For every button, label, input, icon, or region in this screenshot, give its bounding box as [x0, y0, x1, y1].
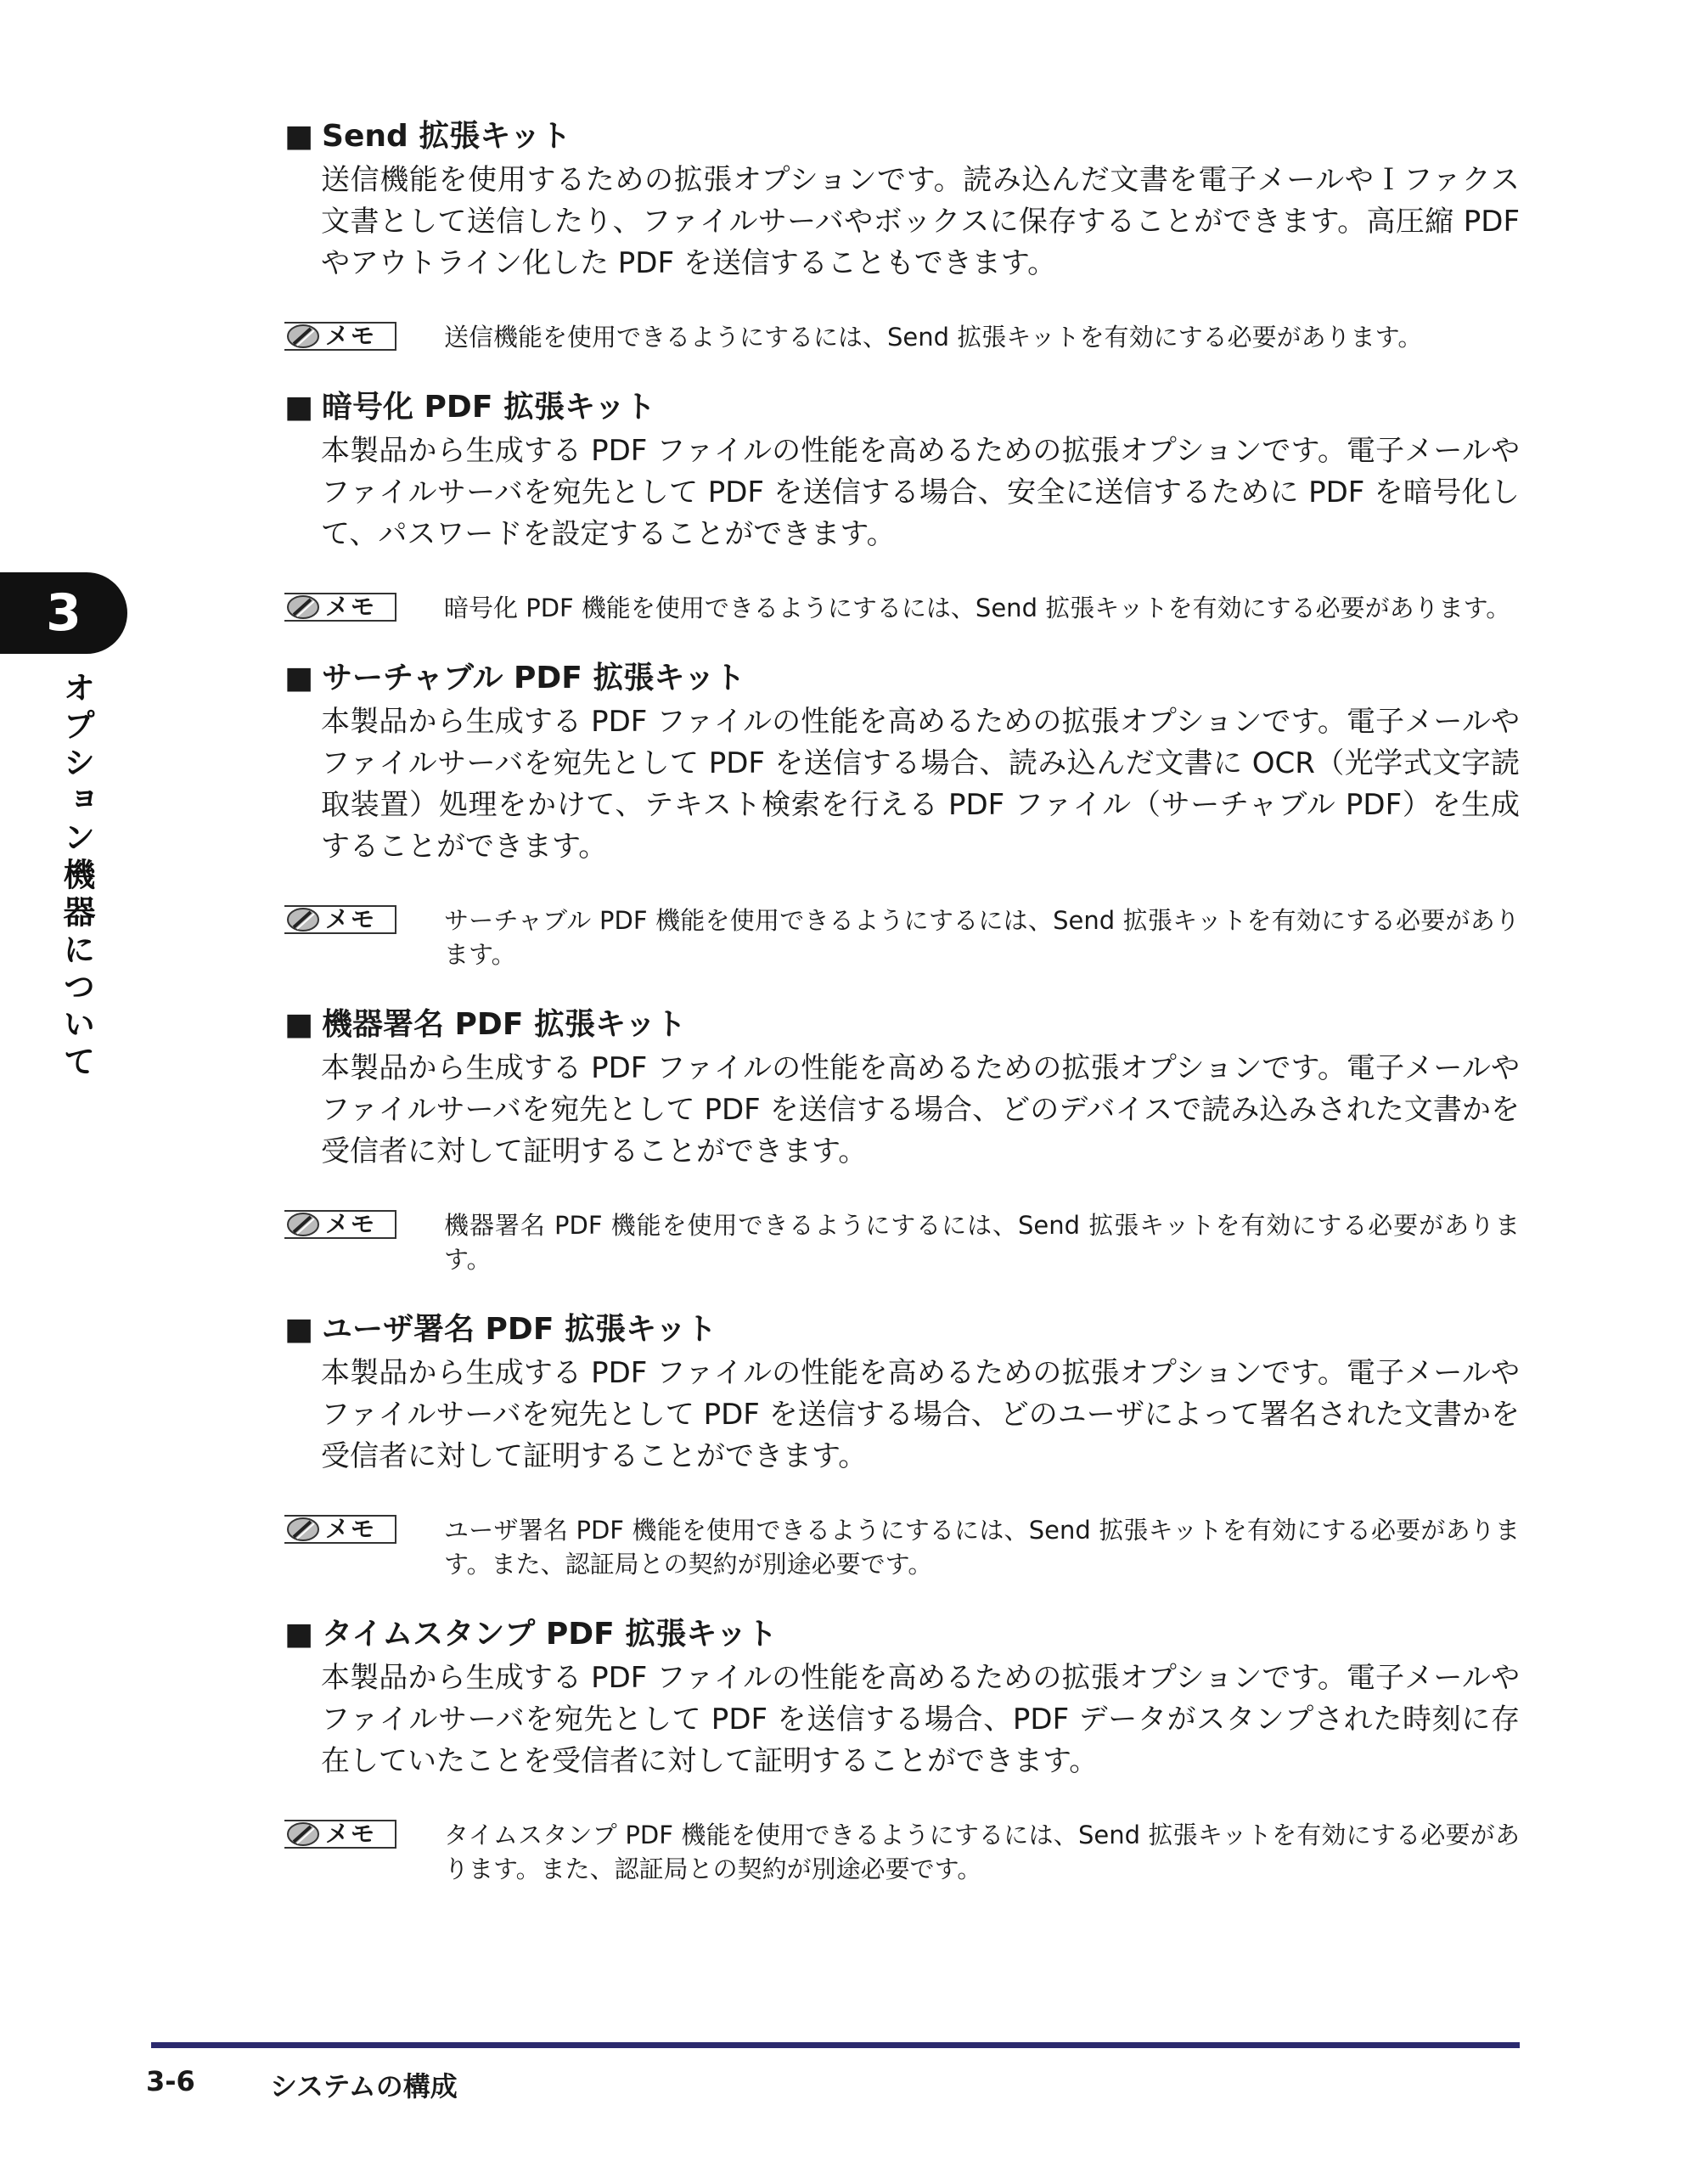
bullet: ■ [284, 119, 314, 154]
section-device-signature-pdf-kit [284, 1005, 1520, 1276]
memo-label [284, 593, 396, 622]
pencil-icon [286, 1821, 320, 1847]
section-title-text: タイムスタンプ PDF 拡張キット [322, 1617, 778, 1652]
pencil-icon [286, 594, 320, 620]
section-body: 本製品から生成する PDF ファイルの性能を高めるための拡張オプションです。電子メールやファイルサーバを宛先として PDF を送信する場合、どのユーザによって署名された文書かを受信者に対して証明することができます。 [321, 1356, 1520, 1473]
memo-box [284, 1513, 1520, 1581]
bullet: ■ [284, 1007, 314, 1042]
memo-box [284, 1818, 1520, 1886]
section-send-kit [284, 117, 1520, 354]
pencil-icon [286, 324, 320, 349]
footer-title: システムの構成 [270, 2070, 458, 2102]
chapter-number: 3 [46, 583, 82, 643]
section-title-text: 暗号化 PDF 拡張キット [322, 390, 656, 425]
memo-text: 送信機能を使用できるようにするには、Send 拡張キットを有効にする必要があります。 [444, 323, 1423, 352]
memo-label [284, 1820, 396, 1849]
section-title [284, 117, 1520, 156]
pencil-icon [286, 907, 320, 932]
memo-label [284, 1210, 396, 1239]
bullet: ■ [284, 390, 314, 425]
bullet: ■ [284, 661, 314, 695]
section-body: 本製品から生成する PDF ファイルの性能を高めるための拡張オプションです。電子メールやファイルサーバを宛先として PDF を送信する場合、安全に送信するために PDF を暗号化して、パスワードを設定することができます。 [321, 434, 1520, 551]
section-encrypted-pdf-kit [284, 388, 1520, 625]
memo-label-text: メモ [325, 593, 377, 621]
memo-label [284, 905, 396, 934]
pencil-icon [286, 1212, 320, 1237]
section-body: 本製品から生成する PDF ファイルの性能を高めるための拡張オプションです。電子メールやファイルサーバを宛先として PDF を送信する場合、PDF データがスタンプされた時刻に存在していたことを受信者に対して証明することができます。 [321, 1661, 1520, 1778]
section-title [284, 1310, 1520, 1349]
section-title [284, 659, 1520, 698]
memo-label-text: メモ [325, 1210, 377, 1238]
main-content [284, 117, 1520, 1920]
memo-label [284, 1515, 396, 1544]
bullet: ■ [284, 1617, 314, 1652]
memo-text: タイムスタンプ PDF 機能を使用できるようにするには、Send 拡張キットを有効にする必要があります。また、認証局との契約が別途必要です。 [444, 1821, 1520, 1883]
memo-text: 暗号化 PDF 機能を使用できるようにするには、Send 拡張キットを有効にする必要があります。 [444, 594, 1511, 622]
footer-rule [151, 2042, 1520, 2048]
section-body: 本製品から生成する PDF ファイルの性能を高めるための拡張オプションです。電子メールやファイルサーバを宛先として PDF を送信する場合、どのデバイスで読み込みされた文書かを受信者に対して証明することができます。 [321, 1051, 1520, 1168]
section-body: 送信機能を使用するための拡張オプションです。読み込んだ文書を電子メールやＩファクス文書として送信したり、ファイルサーバやボックスに保存することができます。高圧縮 PDF やアウトライン化した PDF を送信することもできます。 [321, 163, 1520, 280]
memo-text: ユーザ署名 PDF 機能を使用できるようにするには、Send 拡張キットを有効にする必要があります。また、認証局との契約が別途必要です。 [444, 1516, 1520, 1579]
memo-box [284, 320, 1520, 354]
section-title [284, 1615, 1520, 1654]
memo-label-text: メモ [325, 322, 377, 350]
section-title [284, 388, 1520, 427]
chapter-side-title: オプション機器について [58, 671, 95, 1082]
memo-text: サーチャブル PDF 機能を使用できるようにするには、Send 拡張キットを有効にする必要があります。 [444, 906, 1520, 969]
chapter-tab [0, 572, 127, 654]
memo-box [284, 1208, 1520, 1276]
pencil-icon [286, 1517, 320, 1542]
section-body: 本製品から生成する PDF ファイルの性能を高めるための拡張オプションです。電子メールやファイルサーバを宛先として PDF を送信する場合、読み込んだ文書に OCR（光学式文字読取装置）処理をかけて、テキスト検索を行える PDF ファイル（サーチャブル PDF）を生成することができます。 [321, 705, 1520, 864]
memo-text: 機器署名 PDF 機能を使用できるようにするには、Send 拡張キットを有効にする必要があります。 [444, 1211, 1520, 1274]
memo-box [284, 591, 1520, 625]
section-title-text: Send 拡張キット [322, 119, 571, 154]
section-user-signature-pdf-kit [284, 1310, 1520, 1581]
memo-box [284, 903, 1520, 971]
page-number: 3-6 [146, 2065, 195, 2097]
section-timestamp-pdf-kit [284, 1615, 1520, 1886]
section-title-text: 機器署名 PDF 拡張キット [322, 1007, 687, 1042]
section-searchable-pdf-kit [284, 659, 1520, 971]
section-title-text: ユーザ署名 PDF 拡張キット [322, 1312, 717, 1347]
memo-label-text: メモ [325, 1820, 377, 1848]
memo-label [284, 322, 396, 351]
bullet: ■ [284, 1312, 314, 1347]
memo-label-text: メモ [325, 1515, 377, 1543]
section-title [284, 1005, 1520, 1044]
section-title-text: サーチャブル PDF 拡張キット [322, 661, 745, 695]
memo-label-text: メモ [325, 905, 377, 933]
